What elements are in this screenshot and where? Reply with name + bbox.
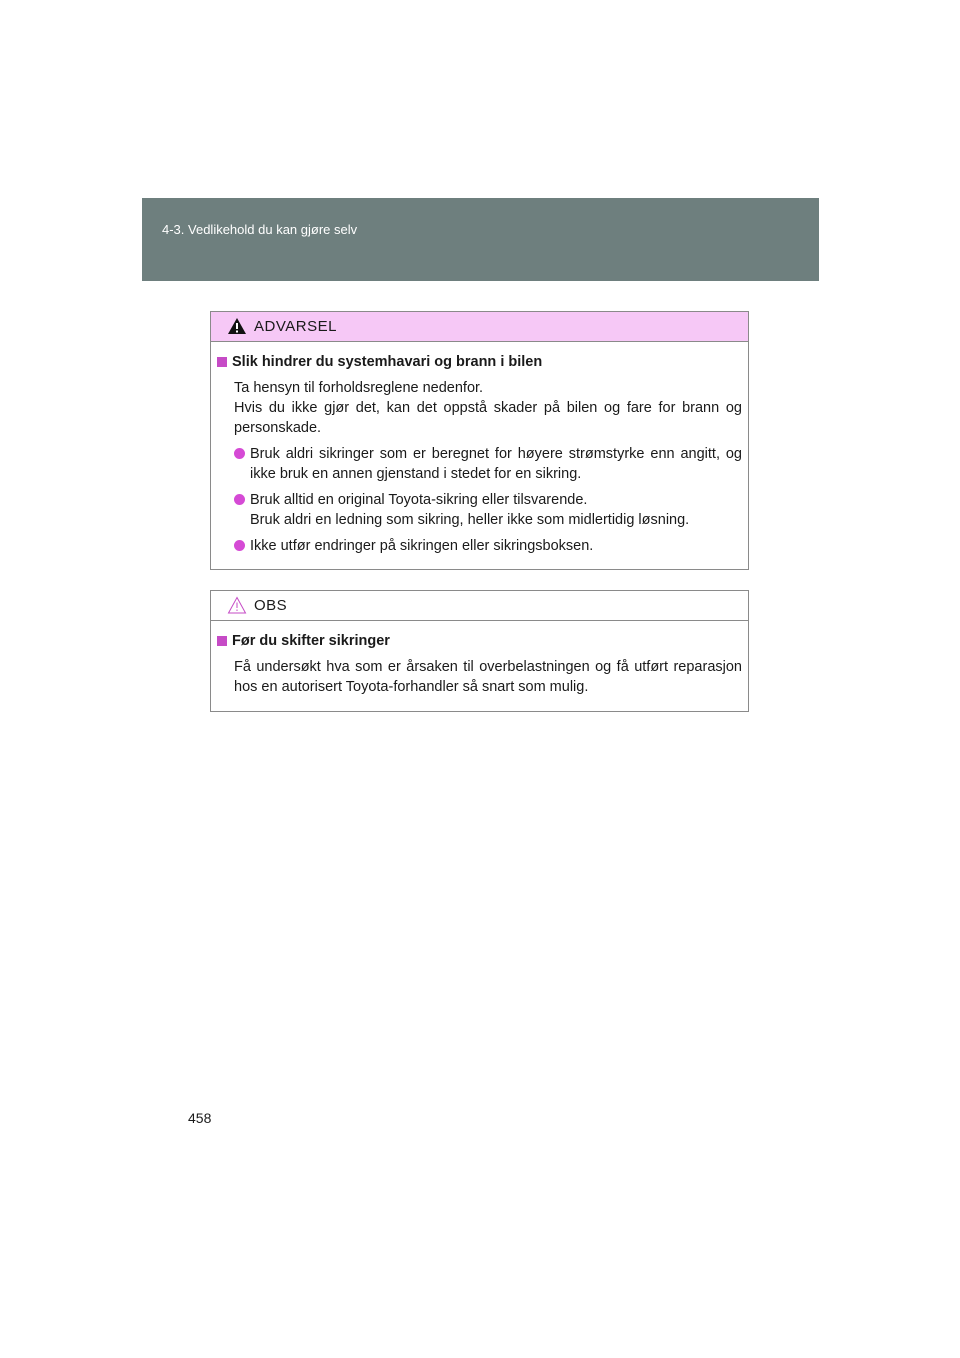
warning-bullet-3	[217, 536, 742, 556]
square-bullet-icon	[217, 357, 227, 367]
warning-intro-1: Ta hensyn til forholdsreglene nedenfor.	[234, 380, 484, 396]
warning-icon	[227, 317, 247, 335]
section-title: 4-3. Vedlikehold du kan gjøre selv	[162, 222, 358, 237]
warning-box-header	[211, 312, 748, 342]
warning-bullet-1-text: Bruk aldri sikringer som er beregnet for høyere strømstyrke enn angitt, og ikke bruk en annen gjenstand i stedet for en sikring.	[250, 446, 742, 482]
caution-icon	[227, 596, 247, 614]
notice-text: Få undersøkt hva som er årsaken til overbelastningen og få utført reparasjon hos en autorisert Toyota-forhandler så snart som mulig.	[234, 659, 742, 695]
square-bullet-icon	[217, 636, 227, 646]
warning-heading	[217, 352, 742, 372]
circle-bullet-icon	[234, 448, 245, 459]
warning-bullet-2-text	[250, 490, 742, 530]
warning-bullet-2	[217, 490, 742, 530]
section-header	[142, 198, 819, 281]
warning-bullet-3-text: Ikke utfør endringer på sikringen eller sikringsboksen.	[250, 538, 594, 554]
notice-box-header	[211, 591, 748, 621]
notice-heading-text: Før du skifter sikringer	[232, 633, 390, 649]
warning-label: ADVARSEL	[254, 318, 337, 335]
warning-bullet-1	[217, 444, 742, 484]
warning-bullet-2a: Bruk alltid en original Toyota-sikring eller tilsvarende.	[250, 492, 588, 508]
circle-bullet-icon	[234, 540, 245, 551]
notice-label: OBS	[254, 597, 288, 614]
notice-box	[210, 590, 749, 712]
warning-intro-2: Hvis du ikke gjør det, kan det oppstå skader på bilen og fare for brann og personskade.	[234, 400, 742, 436]
circle-bullet-icon	[234, 494, 245, 505]
warning-heading-text: Slik hindrer du systemhavari og brann i bilen	[232, 354, 543, 370]
page-number: 458	[188, 1110, 212, 1126]
notice-heading	[217, 631, 742, 651]
warning-bullet-2b: Bruk aldri en ledning som sikring, heller ikke som midlertidig løsning.	[250, 512, 690, 528]
warning-body	[211, 342, 748, 570]
warning-box	[210, 311, 749, 570]
notice-body	[211, 621, 748, 711]
